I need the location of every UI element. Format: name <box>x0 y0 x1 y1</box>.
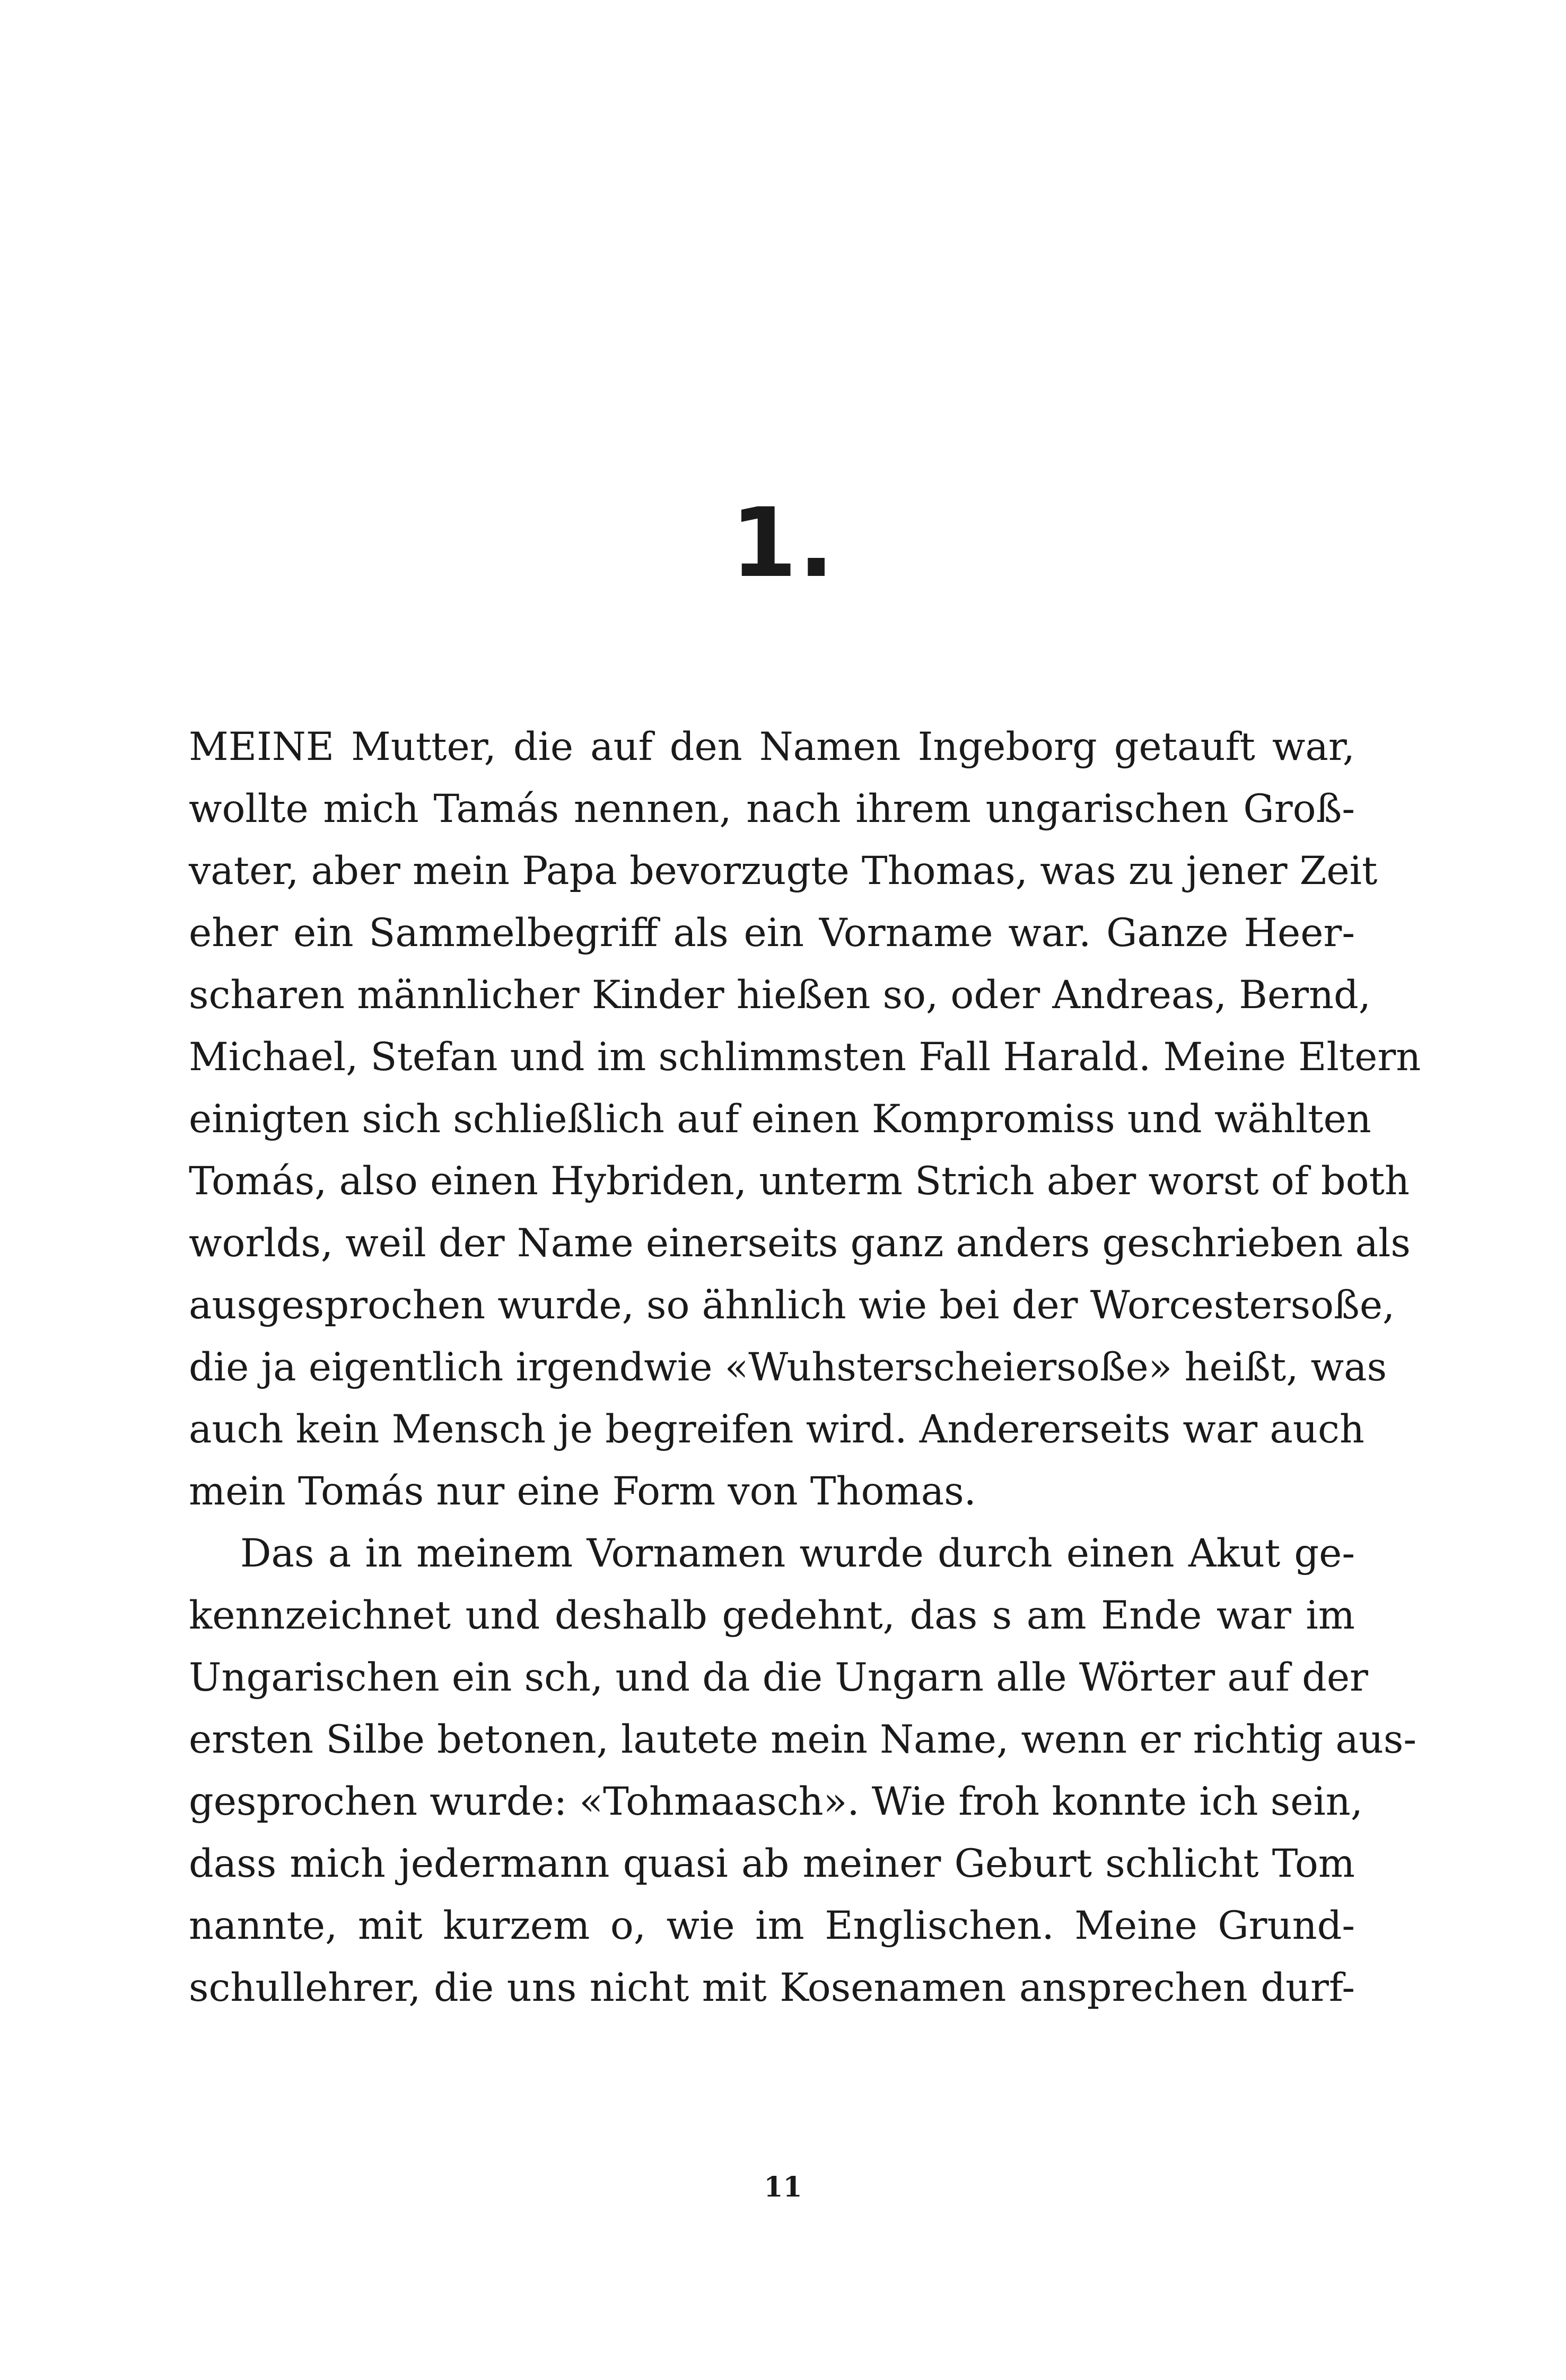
text-line: Das a in meinem Vornamen wurde durch einen Akut ge- <box>240 1531 1355 1576</box>
text-line: vater, aber mein Papa bevorzugte Thomas, was zu jener Zeit <box>189 848 1378 894</box>
text-line: eher ein Sammelbegriff als ein Vorname war. Ganze Heer- <box>189 911 1355 956</box>
text-line: kennzeichnet und deshalb gedehnt, das s am Ende war im <box>189 1593 1355 1638</box>
text-line: worlds, weil der Name einerseits ganz anders geschrieben als <box>189 1221 1411 1266</box>
text-line: Tomás, also einen Hybriden, unterm Strich aber worst of both <box>189 1159 1410 1204</box>
text-line: Michael, Stefan und im schlimmsten Fall Harald. Meine Eltern <box>189 1035 1421 1080</box>
text-line: scharen männlicher Kinder hießen so, oder Andreas, Bernd, <box>189 973 1371 1018</box>
text-line: einigten sich schließlich auf einen Kompromiss und wählten <box>189 1097 1371 1142</box>
page-number: 11 <box>764 2171 802 2203</box>
text-line: gesprochen wurde: «Tohmaasch». Wie froh konnte ich sein, <box>189 1779 1363 1824</box>
body-text <box>189 716 1421 2019</box>
paragraph-1 <box>189 716 1421 1522</box>
text-line: mein Tomás nur eine Form von Thomas. <box>189 1469 976 1514</box>
text-line: ausgesprochen wurde, so ähnlich wie bei der Worcestersoße, <box>189 1283 1395 1328</box>
text-line: auch kein Mensch je begreifen wird. Andererseits war auch <box>189 1407 1364 1452</box>
text-line: nannte, mit kurzem o, wie im Englischen. Meine Grund- <box>189 1903 1355 1948</box>
paragraph-2 <box>189 1522 1417 2019</box>
text-line: MEINE Mutter, die auf den Namen Ingeborg getauft war, <box>189 724 1355 769</box>
text-line: dass mich jedermann quasi ab meiner Geburt schlicht Tom <box>189 1841 1355 1886</box>
text-line: die ja eigentlich irgendwie «Wuhsterscheiersoße» heißt, was <box>189 1345 1387 1390</box>
chapter-number: 1. <box>730 488 836 599</box>
text-line: Ungarischen ein sch, und da die Ungarn alle Wörter auf der <box>189 1655 1368 1700</box>
text-line: ersten Silbe betonen, lautete mein Name, wenn er richtig aus- <box>189 1717 1417 1762</box>
text-line: schullehrer, die uns nicht mit Kosenamen ansprechen durf- <box>189 1965 1355 2010</box>
text-line: wollte mich Tamás nennen, nach ihrem ungarischen Groß- <box>189 786 1355 832</box>
